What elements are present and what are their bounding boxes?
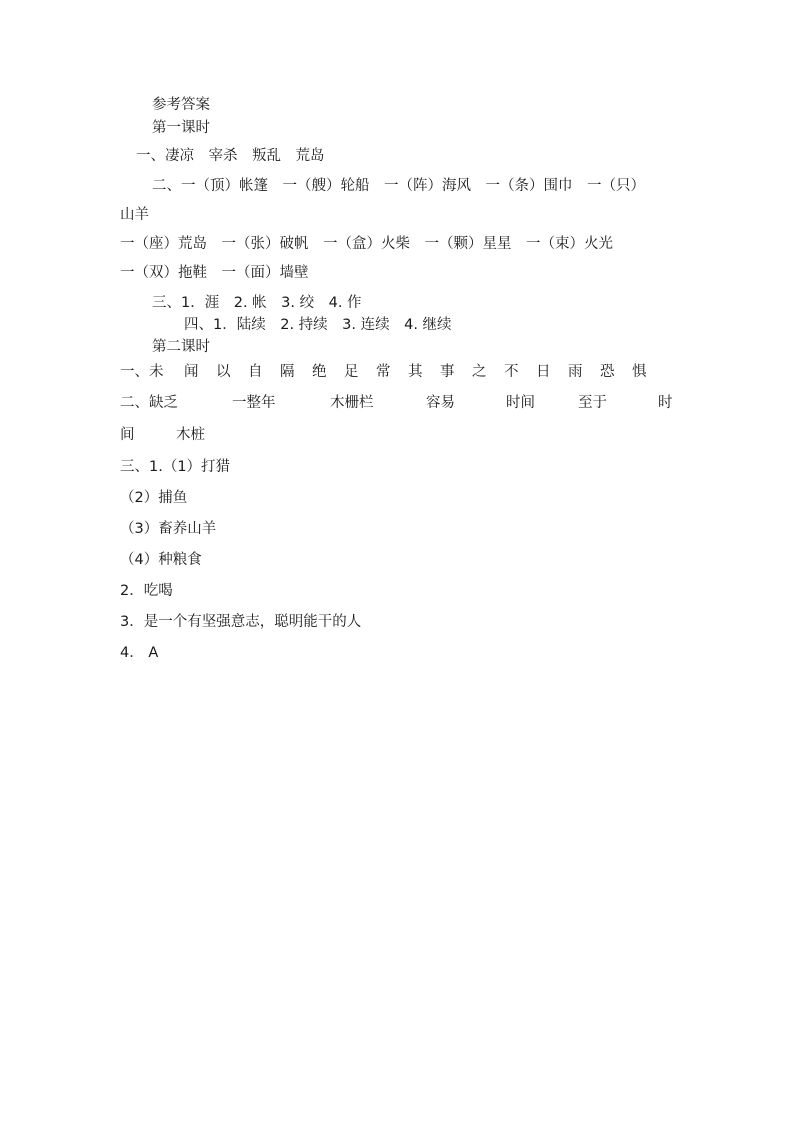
lesson2-answer-2-word: 木桩 <box>176 427 205 443</box>
lesson1-answer-2-line3: 一（座）荒岛 一（张）破帆 一（盒）火柴 一（颗）星星 一（束）火光 <box>120 236 613 252</box>
lesson1-heading: 第一课时 <box>152 120 210 136</box>
lesson2-answer-2-label: 二、缺乏 <box>120 395 178 411</box>
lesson2-heading: 第二课时 <box>152 339 210 355</box>
lesson2-answer-3-item: （2）捕鱼 <box>120 490 188 506</box>
lesson1-answer-3: 三、1．涯 2. 帐 3. 绞 4. 作 <box>152 295 362 311</box>
lesson2-answer-2-word: 木栅栏 <box>330 395 374 411</box>
lesson2-answer-1-label: 一、未 <box>120 364 164 380</box>
lesson2-answer-1-char: 之 <box>472 364 487 380</box>
lesson2-answer-3-sub3: 3．是一个有坚强意志，聪明能干的人 <box>120 614 362 630</box>
lesson2-answer-1-char: 常 <box>376 364 391 380</box>
lesson2-answer-1-char: 其 <box>408 364 423 380</box>
lesson2-answer-2-word: 容易 <box>426 395 455 411</box>
lesson2-answer-3-sub2: 2．吃喝 <box>120 583 173 599</box>
lesson2-answer-1-char: 不 <box>504 364 519 380</box>
lesson2-answer-3-item: （3）畜养山羊 <box>120 521 217 537</box>
lesson2-answer-1-char: 日 <box>536 364 551 380</box>
lesson2-answer-2-word: 时 <box>658 395 673 411</box>
lesson2-answer-1-char: 恐 <box>600 364 615 380</box>
lesson2-answer-3-item: （4）种粮食 <box>120 552 202 568</box>
lesson2-answer-2-word: 间 <box>120 427 135 443</box>
lesson2-answer-1-char: 以 <box>216 364 231 380</box>
lesson1-answer-4: 四、1．陆续 2. 持续 3. 连续 4. 继续 <box>184 317 452 333</box>
lesson2-answer-1-char: 事 <box>440 364 455 380</box>
lesson1-answer-2-line4: 一（双）拖鞋 一（面）墙壁 <box>120 265 309 281</box>
lesson2-answer-3-label: 三、1.（1）打猎 <box>120 459 231 475</box>
lesson2-answer-3-sub4: 4． A <box>120 645 159 661</box>
lesson2-answer-1-char: 惧 <box>632 364 647 380</box>
lesson2-answer-1-char: 雨 <box>568 364 583 380</box>
doc-title: 参考答案 <box>152 97 210 113</box>
lesson2-answer-1-char: 闻 <box>184 364 199 380</box>
lesson2-answer-1-char: 绝 <box>312 364 327 380</box>
lesson2-answer-1-char: 足 <box>344 364 359 380</box>
lesson2-answer-2-word: 至于 <box>578 395 607 411</box>
lesson2-answer-2-word: 一整年 <box>232 395 276 411</box>
lesson1-answer-2-line1: 二、一（顶）帐篷 一（艘）轮船 一（阵）海风 一（条）围巾 一（只） <box>152 178 645 194</box>
lesson1-answer-2-line2: 山羊 <box>120 207 149 223</box>
lesson2-answer-2-word: 时间 <box>506 395 535 411</box>
lesson2-answer-1-char: 自 <box>248 364 263 380</box>
lesson1-answer-1: 一、凄凉 宰杀 叛乱 荒岛 <box>136 148 325 164</box>
lesson2-answer-1-char: 隔 <box>280 364 295 380</box>
